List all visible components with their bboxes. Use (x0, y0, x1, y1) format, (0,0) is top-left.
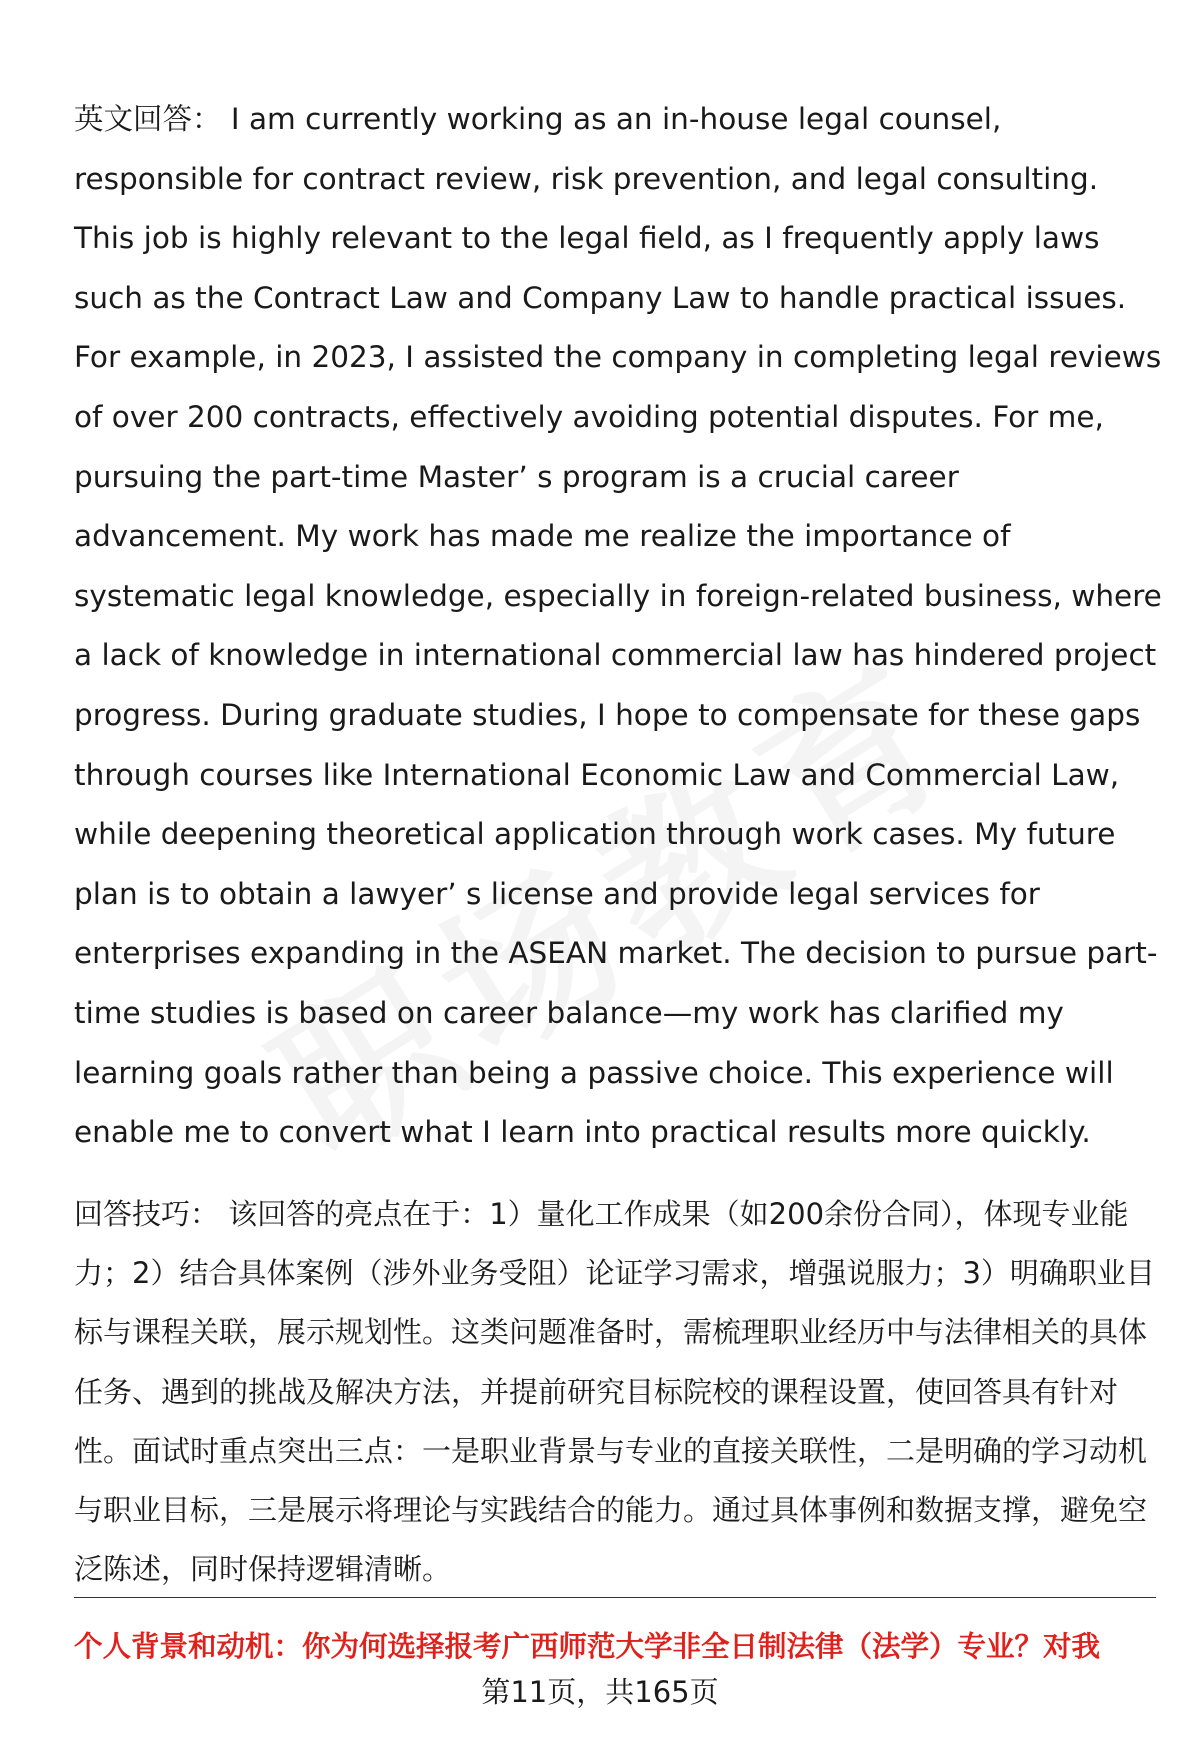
answer-tips-label: 回答技巧： (74, 1196, 220, 1231)
section-divider (74, 1597, 1156, 1598)
english-answer-label: 英文回答： (74, 102, 222, 136)
english-answer-paragraph (74, 90, 1164, 1163)
content-area (74, 90, 1164, 1600)
english-answer-text: I am currently working as an in-house legal counsel, responsible for contract review, risk prevention, and legal consulting. This job is highly relevant to the legal field, as I frequently apply laws such as the Contract Law and Company Law to handle practical issues. For example, in 2023, I assisted the company in completing legal reviews of over 200 contracts, effectively avoiding potential disputes. For me, pursuing the part-time Master’ s program is a crucial career advancement. My work has made me realize the importance of systematic legal knowledge, especially in foreign-related business, where a lack of knowledge in international commercial law has hindered project progress. During graduate studies, I hope to compensate for these gaps through courses like International Economic Law and Commercial Law, while deepening theoretical application through work cases. My future plan is to obtain a lawyer’ s license and provide legal services for enterprises expanding in the ASEAN market. The decision to pursue part-time studies is based on career balance—my work has clarified my learning goals rather than being a passive choice. This experience will enable me to convert what I learn into practical results more quickly. (74, 102, 1162, 1150)
answer-tips-text: 该回答的亮点在于：1）量化工作成果（如200余份合同），体现专业能力；2）结合具体案例（涉外业务受阻）论证学习需求，增强说服力；3）明确职业目标与课程关联，展示规划性。这类问题准备时，需梳理职业经历中与法律相关的具体任务、遇到的挑战及解决方法，并提前研究目标院校的课程设置，使回答具有针对性。面试时重点突出三点：一是职业背景与专业的直接关联性，二是明确的学习动机与职业目标，三是展示将理论与实践结合的能力。通过具体事例和数据支撑，避免空泛陈述，同时保持逻辑清晰。 (74, 1196, 1155, 1587)
next-question-heading: 个人背景和动机：你为何选择报考广西师范大学非全日制法律（法学）专业？对我 (74, 1630, 1101, 1663)
answer-tips-paragraph (74, 1185, 1164, 1600)
page-number-footer: 第11页，共165页 (481, 1675, 719, 1709)
